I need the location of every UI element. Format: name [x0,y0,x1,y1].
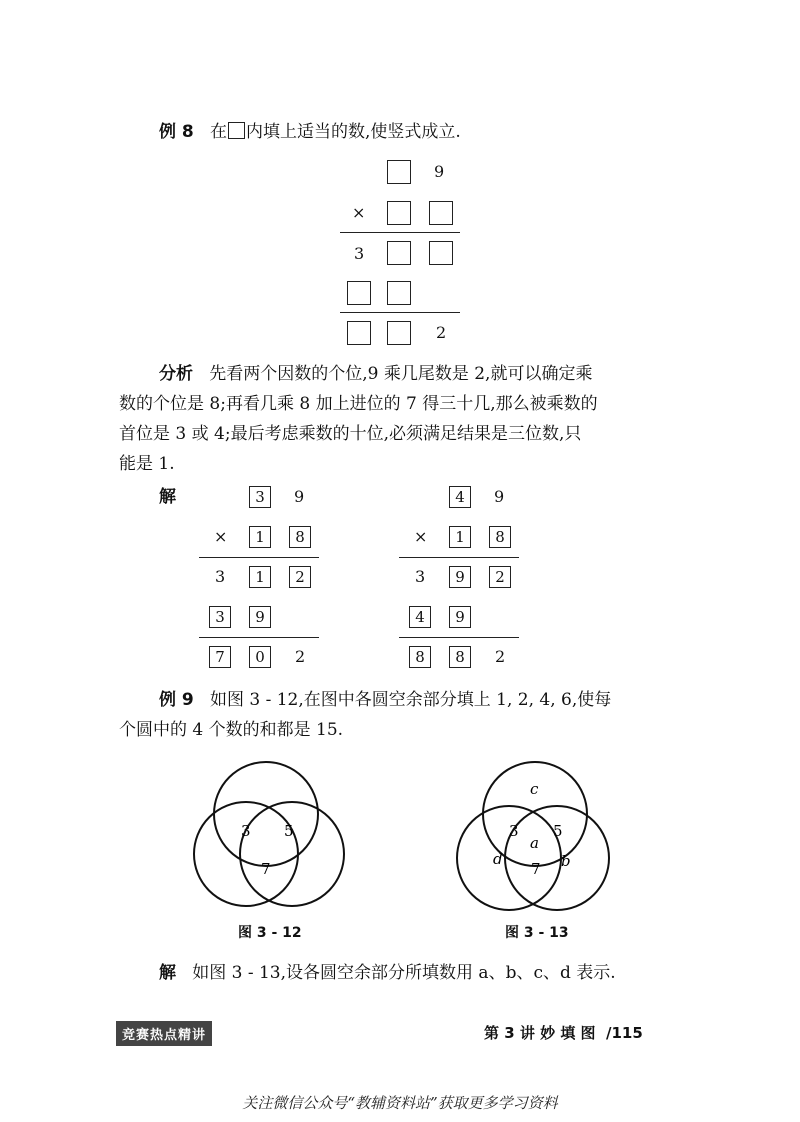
watermark-text: 关注微信公众号“教辅资料站”获取更多学习资料 [242,1094,558,1112]
blank-box [429,241,453,265]
blank-box [347,281,371,305]
example-9-text-1: 如图 3 - 12,在图中各圆空余部分填上 1, 2, 4, 6,使每 [209,690,612,710]
venn-circle-right [240,802,344,906]
figure-3-13-caption: 图 3 - 13 [505,925,569,941]
problem-digit-3: 3 [354,244,365,263]
rule-line [340,312,460,313]
problem-digit-2: 2 [436,323,447,342]
blank-box [387,160,411,184]
filled-box: 8 [409,646,431,668]
filled-box: 4 [449,486,471,508]
page-number: /115 [606,1024,643,1042]
digit: 2 [295,647,306,666]
blank-box [347,321,371,345]
venn-letter-d: d [493,850,503,868]
filled-box: 3 [209,606,231,628]
filled-box: 2 [489,566,511,588]
solution-9-line [159,958,616,988]
solution-9-label: 解 [159,963,176,983]
venn-letter-b: b [561,852,571,870]
blank-box [429,201,453,225]
digit: 9 [494,487,505,506]
times-sign: × [414,527,428,546]
example-8-text-before: 在 [209,122,227,142]
analysis-line-2: 数的个位是 8;再看几乘 8 加上进位的 7 得三十几,那么被乘数的 [119,394,598,414]
venn-number-3: 3 [241,822,251,840]
venn-number-5: 5 [553,822,563,840]
rule-line [399,557,519,558]
times-sign: × [214,527,228,546]
rule-line [199,637,319,638]
example-9-line-1 [159,685,611,715]
digit: 9 [294,487,305,506]
analysis-text-1: 先看两个因数的个位,9 乘几尾数是 2,就可以确定乘 [209,364,593,384]
venn-circle-left [194,802,298,906]
rule-line [399,637,519,638]
solution-9-text: 如图 3 - 13,设各圆空余部分所填数用 a、b、c、d 表示. [192,963,616,983]
venn-circle-top [214,762,318,866]
example-8-label: 例 8 [159,122,194,142]
example-8-heading [159,117,461,147]
blank-square-icon [228,122,245,139]
example-9-line-2: 个圆中的 4 个数的和都是 15. [119,720,344,740]
venn-figure-3-13 [445,750,625,920]
example-9-label: 例 9 [159,690,194,710]
digit: 3 [215,567,226,586]
filled-box: 9 [249,606,271,628]
filled-box: 9 [449,606,471,628]
filled-box: 8 [489,526,511,548]
filled-box: 8 [449,646,471,668]
filled-box: 9 [449,566,471,588]
problem-digit-9: 9 [434,162,445,181]
analysis-label: 分析 [159,364,193,384]
filled-box: 0 [249,646,271,668]
filled-box: 8 [289,526,311,548]
filled-box: 7 [209,646,231,668]
blank-box [387,321,411,345]
solution-label: 解 [159,487,176,507]
analysis-line-4: 能是 1. [119,454,175,474]
venn-number-7: 7 [261,860,271,878]
digit: 2 [495,647,506,666]
figure-3-12-caption: 图 3 - 12 [238,925,302,941]
example-8-text-after: 内填上适当的数,使竖式成立. [245,122,461,142]
blank-box [387,281,411,305]
times-sign: × [352,203,366,222]
venn-letter-c: c [530,780,539,798]
venn-number-5: 5 [284,822,294,840]
blank-box [387,201,411,225]
filled-box: 1 [449,526,471,548]
analysis-line-1 [159,359,592,389]
digit: 3 [415,567,426,586]
filled-box: 3 [249,486,271,508]
footer-section-tag: 竞赛热点精讲 [116,1021,212,1046]
venn-figure-3-12 [180,750,360,920]
filled-box: 1 [249,526,271,548]
footer-chapter: 第 3 讲 妙 填 图 [484,1024,596,1042]
venn-number-7: 7 [531,860,541,878]
venn-letter-a: a [530,834,539,852]
analysis-line-3: 首位是 3 或 4;最后考虑乘数的十位,必须满足结果是三位数,只 [119,424,582,444]
filled-box: 1 [249,566,271,588]
footer-chapter-page [484,1022,643,1043]
venn-number-3: 3 [509,822,519,840]
filled-box: 4 [409,606,431,628]
blank-box [387,241,411,265]
filled-box: 2 [289,566,311,588]
rule-line [340,232,460,233]
rule-line [199,557,319,558]
